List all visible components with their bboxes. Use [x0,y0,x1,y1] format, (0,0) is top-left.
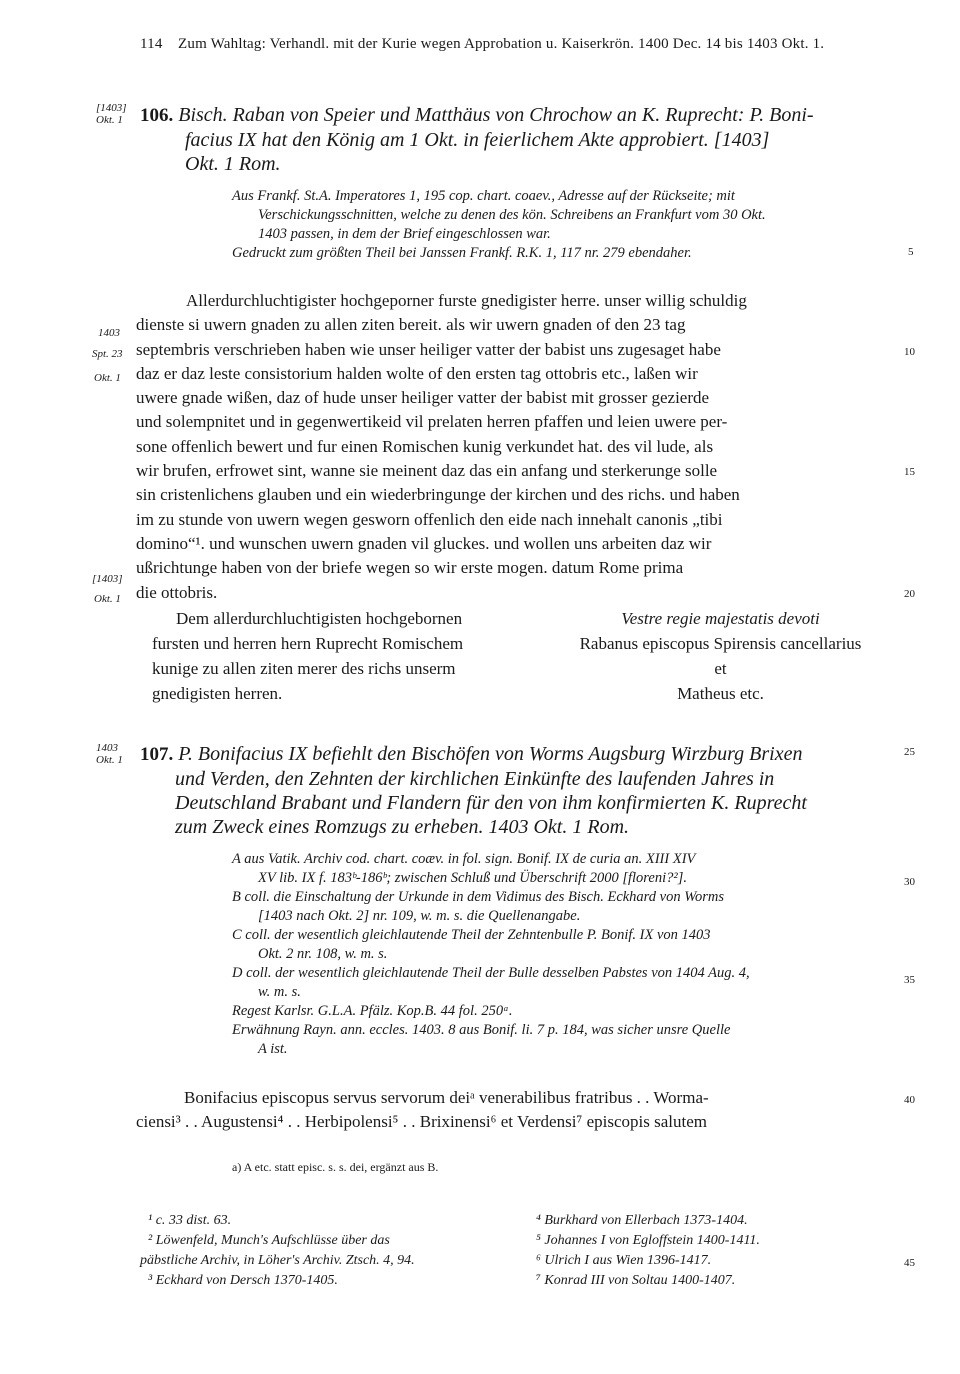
margin-note: Spt. 23 [92,348,123,360]
doc106-source-note: Aus Frankf. St.A. Imperatores 1, 195 cop. chart. coaev., Adresse auf der Rückseite; mit Verschickungsschnitten, welche zu denen des kön. Schreibens an Frankfurt vom 30 Okt. 1403 passen, in dem der Brief eingeschlossen war. Gedruckt zum größten Theil bei Janssen Frankf. R.K. 1, 117 nr. 279 ebendaher. [232,188,766,261]
doc107-letter-text [136,1086,709,1135]
text-line: uwere gnade wißen, daz of hude unser heiliger vatter der babist mit grosser gezierde [136,388,710,408]
text-line: septembris verschrieben haben wie unser heiliger vatter der babist uns zugesaget habe [136,339,721,359]
doc106-letter-text [136,289,747,605]
doc106-address: Dem allerdurchluchtigisten hochgebornen fursten und herren hern Ruprecht Romischem kunige zu allen ziten merer des richs unserm gnedigisten herren. [152,609,464,703]
margin-note: Okt. 1 [94,593,121,605]
margin-note: [1403] [92,573,123,585]
text-line: sone offenlich bewert und fur einen Romischen kunig verkundet hat. des vil lude, als [136,436,714,456]
line-number: 30 [904,876,915,888]
text-line: im zu stunde von uwern wegen gesworn offenlich den eide nach innehalt canonis „tibi [136,509,723,529]
textual-note: a) A etc. statt episc. s. s. dei, ergänzt aus B. [232,1160,439,1174]
doc106-signature: Vestre regie majestatis devoti Rabanus episcopus Spirensis cancellarius et Matheus etc. [579,609,862,703]
line-number: 15 [904,466,915,478]
doc106-title-line: Bisch. Raban von Speier und Matthäus von Chrochow an K. Ruprecht: P. Boni- [178,104,814,126]
page-number: 114 [140,36,163,52]
doc106-title-line: Okt. 1 Rom. [185,153,281,175]
doc107-margin-date: 1403 Okt. 1 [96,742,123,766]
margin-note: 1403 [98,327,120,339]
doc107-number: 107. [140,744,174,765]
line-number: 5 [908,246,914,258]
text-line: ciensi³ . . Augustensi⁴ . . Herbipolensi⁵ . . Brixinensi⁶ et Verdensi⁷ episcopis salutem [136,1112,708,1132]
footnotes-left: ¹ c. 33 dist. 63. ² Löwenfeld, Munch's Aufschlüsse über das päbstliche Archiv, in Löher's Archiv. Ztsch. 4, 94. ³ Eckhard von Dersch 1370-1405. [140,1213,415,1288]
doc106-heading [140,103,814,176]
doc106-title-line: facius IX hat den König am 1 Okt. in feierlichem Akte approbiert. [1403] [185,129,770,151]
text-line: Bonifacius episcopus servus servorum deiᵃ venerabilibus fratribus . . Worma- [184,1088,709,1107]
doc107-heading: 107. P. Bonifacius IX befiehlt den Bischöfen von Worms Augsburg Wirzburg Brixen und Verden, den Zehnten der kirchlichen Einkünfte des laufenden Jahres in Deutschland Brabant und Flandern für den von ihm konfirmierten K. Ruprecht zum Zweck eines Romzugs zu erheben. 1403 Okt. 1 Rom. [140,743,807,838]
doc106-number: 106. [140,105,174,126]
text-line: daz er daz leste consistorium halden wolte of den ersten tag ottobris etc., laßen wir [136,363,698,383]
text-line: sin cristenlichens glauben und ein wiederbringunge der kirchen und des richs. und haben [136,485,740,505]
line-number: 20 [904,588,915,600]
text-line: dienste si uwern gnaden zu allen ziten bereit. als wir uwern gnaden of den 23 tag [136,315,686,335]
text-line: domino“¹. und wunschen uwern gnaden vil gluckes. und wollen uns arbeiten daz wir [136,533,712,553]
line-number: 25 [904,746,915,758]
doc106-margin-date: [1403] Okt. 1 [96,102,127,126]
line-number: 40 [904,1094,915,1106]
line-number: 35 [904,974,915,986]
text-line: Allerdurchluchtigister hochgeporner furste gnedigister herre. unser willig schuldig [186,291,747,310]
line-number: 10 [904,346,915,358]
text-line: wir brufen, erfrowet sint, wanne sie meinent daz das ein anfang und sterkerunge solle [136,461,718,481]
line-number: 45 [904,1257,915,1269]
text-line: und solempnitet und in gegenwertikeid vil prelaten herren pfaffen und leien uwere per- [136,412,728,432]
text-line: die ottobris. [136,582,218,602]
footnotes-right: ⁴ Burkhard von Ellerbach 1373-1404. ⁵ Johannes I von Egloffstein 1400-1411. ⁶ Ulrich I aus Wien 1396-1417. ⁷ Konrad III von Soltau 1400-1407. [536,1213,760,1288]
doc107-source-note: A aus Vatik. Archiv cod. chart. coæv. in fol. sign. Bonif. IX de curia an. XIII XIV XV lib. IX f. 183ᵇ-186ᵇ; zwischen Schluß und Überschrift 2000 [floreni?²]. B coll. die Einschaltung der Urkunde in dem Vidimus des Bisch. Eckhard von Worms [1403 nach Okt. 2] nr. 109, w. m. s. die Quellenangabe. C coll. der wesentlich gleichlautende Theil der Zehntenbulle P. Bonif. IX von 1403 Okt. 2 nr. 108, w. m. s. D coll. der wesentlich gleichlautende Theil der Bulle desselben Pabstes von 1404 Aug. 4, w. m. s. Regest Karlsr. G.L.A. Pfälz. Kop.B. 44 fol. 250ᵃ. Erwähnung Rayn. ann. eccles. 1403. 8 aus Bonif. li. 7 p. 184, was sicher unsre Quelle A ist. [232,851,750,1057]
margin-note: Okt. 1 [94,372,121,384]
text-line: ußrichtunge haben von der briefe wegen so wir erste mogen. datum Rome prima [136,558,684,578]
running-title: Zum Wahltag: Verhandl. mit der Kurie wegen Approbation u. Kaiserkrön. 1400 Dec. 14 bis 1403 Okt. 1. [178,36,825,52]
